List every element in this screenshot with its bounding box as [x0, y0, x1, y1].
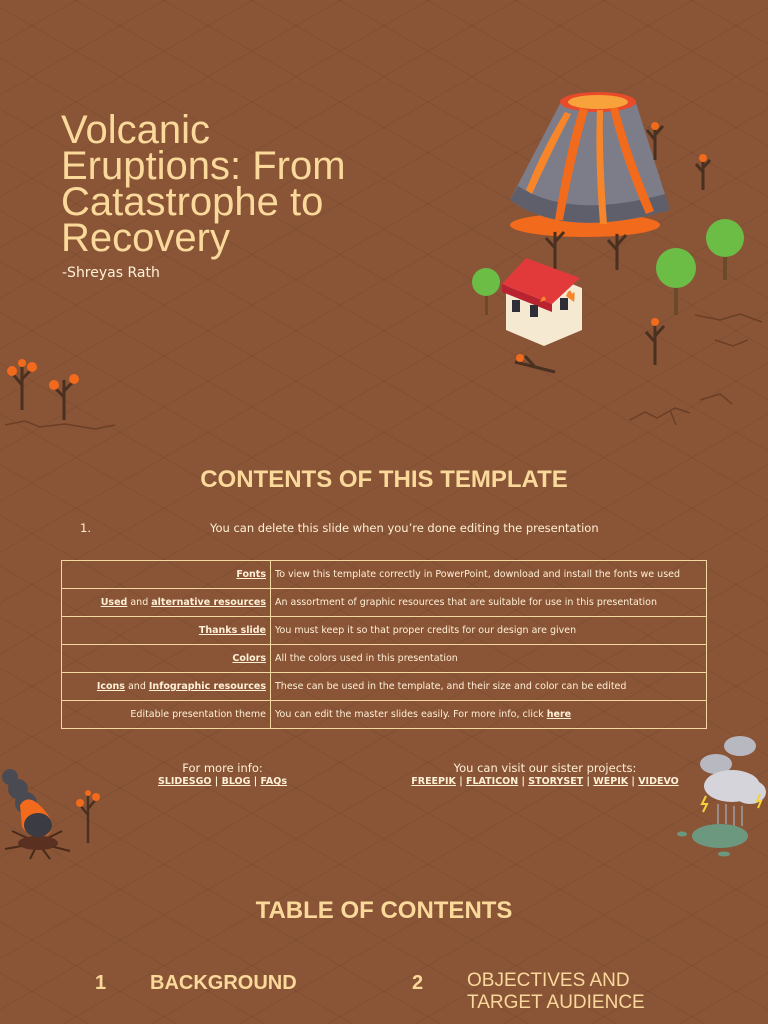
resource-label-cell	[62, 561, 271, 589]
resource-label-text: and	[124, 681, 149, 692]
sister-freepik-link[interactable]: FREEPIK	[411, 776, 456, 787]
resource-description: These can be used in the template, and their size and color can be edited	[275, 681, 627, 692]
resource-description-cell	[271, 589, 707, 617]
resource-link[interactable]: Thanks slide	[198, 625, 266, 636]
toc-item-2-number: 2	[412, 972, 424, 994]
resource-row	[62, 645, 707, 673]
volcano-scene-illustration	[470, 90, 768, 440]
toc-heading: TABLE OF CONTENTS	[255, 897, 513, 924]
more-info-links: SLIDESGO | BLOG | FAQs	[157, 776, 288, 787]
resource-row	[62, 701, 707, 729]
resource-link[interactable]: Fonts	[236, 569, 266, 580]
toc-item-1-number: 1	[95, 972, 107, 994]
resource-label-text: Editable presentation theme	[130, 709, 266, 720]
resource-label-cell	[62, 673, 271, 701]
list-number: 1.	[80, 521, 91, 535]
sister-projects-links: FREEPIK | FLATICON | STORYSET | WEPIK | VIDEVO	[411, 776, 679, 787]
presentation-title: Volcanic Eruptions: From Catastrophe to Recovery	[61, 108, 346, 260]
resource-description-cell	[271, 617, 707, 645]
resource-row	[62, 673, 707, 701]
resource-description-cell	[271, 645, 707, 673]
sister-flaticon-link[interactable]: FLATICON	[466, 776, 519, 787]
resource-link[interactable]: Icons	[96, 681, 125, 692]
resource-description: You can edit the master slides easily. For more info, click	[275, 709, 547, 720]
sister-projects-label: You can visit our sister projects:	[453, 761, 637, 775]
storm-cloud-illustration	[670, 730, 768, 860]
sister-wepik-link[interactable]: WEPIK	[593, 776, 629, 787]
sister-videvo-link[interactable]: VIDEVO	[638, 776, 679, 787]
more-info-faqs-link[interactable]: FAQs	[260, 776, 288, 787]
meteor-illustration	[0, 765, 115, 860]
contents-heading: CONTENTS OF THIS TEMPLATE	[200, 466, 568, 493]
resource-description-cell	[271, 561, 707, 589]
resource-label-cell	[62, 589, 271, 617]
more-info-block	[110, 761, 335, 789]
resource-label-text: and	[127, 597, 152, 608]
toc-item-1-title: BACKGROUND	[150, 972, 297, 994]
resource-link[interactable]: Used	[100, 597, 128, 608]
resource-link[interactable]: alternative resources	[151, 597, 266, 608]
resources-table	[61, 560, 707, 729]
resource-row	[62, 589, 707, 617]
toc-item-2-title: OBJECTIVES AND TARGET AUDIENCE	[467, 970, 645, 1013]
list-text: You can delete this slide when you’re done editing the presentation	[210, 521, 599, 535]
sister-storyset-link[interactable]: STORYSET	[528, 776, 584, 787]
resource-description: All the colors used in this presentation	[275, 653, 458, 664]
resource-link[interactable]: Colors	[232, 653, 266, 664]
resource-row	[62, 561, 707, 589]
resource-description: An assortment of graphic resources that are suitable for use in this presentation	[275, 597, 657, 608]
here-link[interactable]: here	[546, 709, 572, 720]
sister-projects-block	[400, 761, 690, 789]
author-name: -Shreyas Rath	[62, 265, 160, 281]
resource-row	[62, 617, 707, 645]
more-info-slidesgo-link[interactable]: SLIDESGO	[157, 776, 212, 787]
resource-link[interactable]: Infographic resources	[148, 681, 266, 692]
resource-description: You must keep it so that proper credits for our design are given	[275, 625, 577, 636]
resource-label-cell	[62, 645, 271, 673]
more-info-blog-link[interactable]: BLOG	[221, 776, 251, 787]
resource-description-cell	[271, 701, 707, 729]
resource-description: To view this template correctly in PowerPoint, download and install the fonts we used	[275, 569, 681, 580]
more-info-label: For more info:	[182, 761, 263, 775]
resource-label-cell	[62, 617, 271, 645]
resource-description-cell	[271, 673, 707, 701]
burnt-trees-illustration	[0, 345, 130, 435]
resource-label-cell	[62, 701, 271, 729]
